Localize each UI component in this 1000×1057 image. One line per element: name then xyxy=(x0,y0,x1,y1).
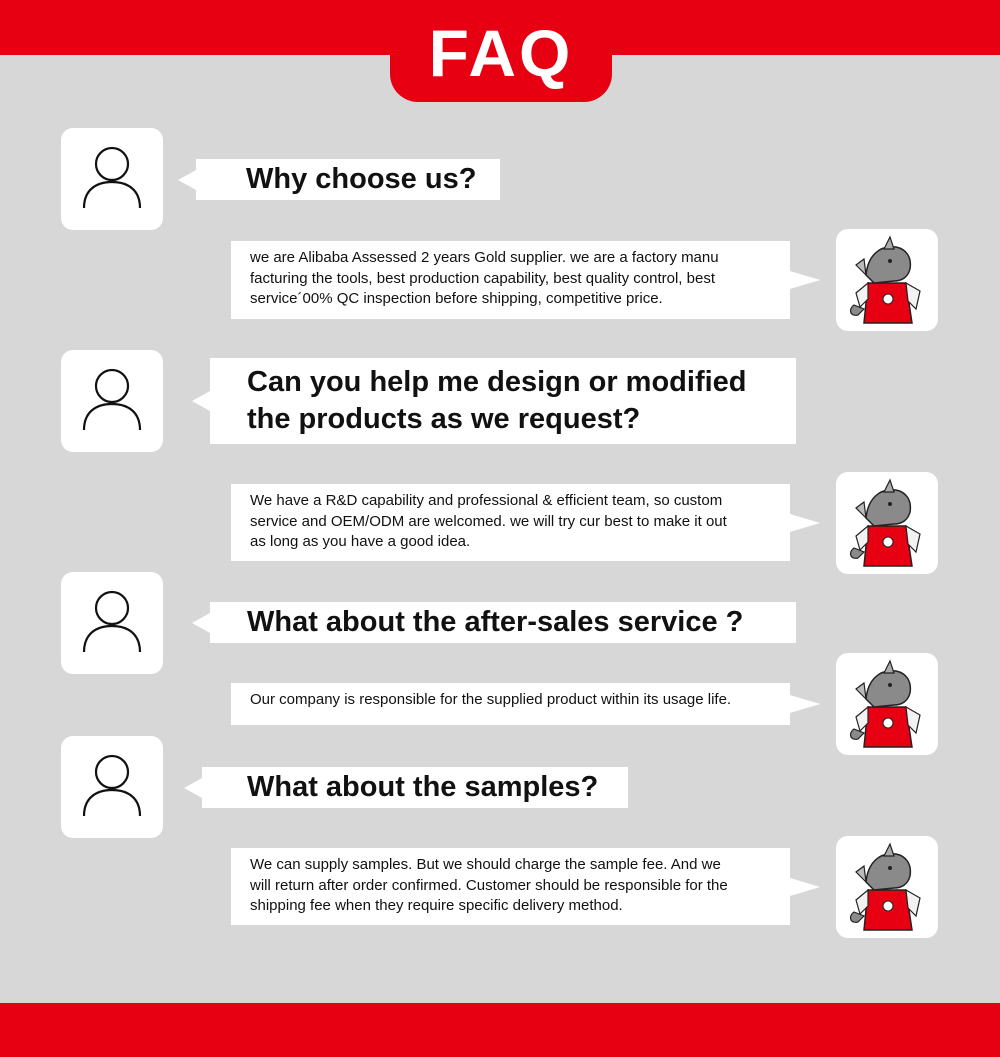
answer-text: We have a R&D capability and professional & efficient team, so custom service and OEM/ODM are welcomed. we will try cur best to make it out as long as you have a good idea. xyxy=(250,492,727,550)
question-text: Why choose us? xyxy=(246,163,477,195)
question-bubble xyxy=(210,358,796,444)
avatar xyxy=(61,736,163,838)
mascot-avatar xyxy=(836,653,938,755)
page-title: FAQ xyxy=(428,16,574,90)
user-icon xyxy=(82,146,142,212)
answer-text: we are Alibaba Assessed 2 years Gold supplier. we are a factory manu facturing the tools, best production capability, best quality control, best service´00% QC inspection before shipping, competitive price. xyxy=(250,249,719,307)
rhino-mascot-icon xyxy=(846,235,928,327)
question-text: What about the after-sales service ? xyxy=(247,606,744,638)
answer-text: Our company is responsible for the supplied product within its usage life. xyxy=(250,691,732,708)
rhino-mascot-icon xyxy=(846,659,928,751)
answer-text: We can supply samples. But we should charge the sample fee. And we will return after order confirmed. Customer should be responsible for the shipping fee when they require specific delivery method. xyxy=(250,856,728,914)
answer-bubble xyxy=(231,848,790,925)
title-tab xyxy=(390,0,612,102)
avatar xyxy=(61,350,163,452)
mascot-avatar xyxy=(836,836,938,938)
question-text: What about the samples? xyxy=(247,771,599,803)
question-bubble xyxy=(202,767,628,808)
mascot-avatar xyxy=(836,229,938,331)
user-icon xyxy=(82,754,142,820)
footer-bar xyxy=(0,1003,1000,1057)
answer-bubble xyxy=(231,683,790,725)
avatar xyxy=(61,128,163,230)
avatar xyxy=(61,572,163,674)
answer-bubble xyxy=(231,241,790,319)
question-text: Can you help me design or modified the products as we request? xyxy=(247,366,747,435)
mascot-avatar xyxy=(836,472,938,574)
answer-bubble xyxy=(231,484,790,561)
rhino-mascot-icon xyxy=(846,478,928,570)
user-icon xyxy=(82,368,142,434)
question-bubble xyxy=(196,159,500,200)
rhino-mascot-icon xyxy=(846,842,928,934)
question-bubble xyxy=(210,602,796,643)
user-icon xyxy=(82,590,142,656)
